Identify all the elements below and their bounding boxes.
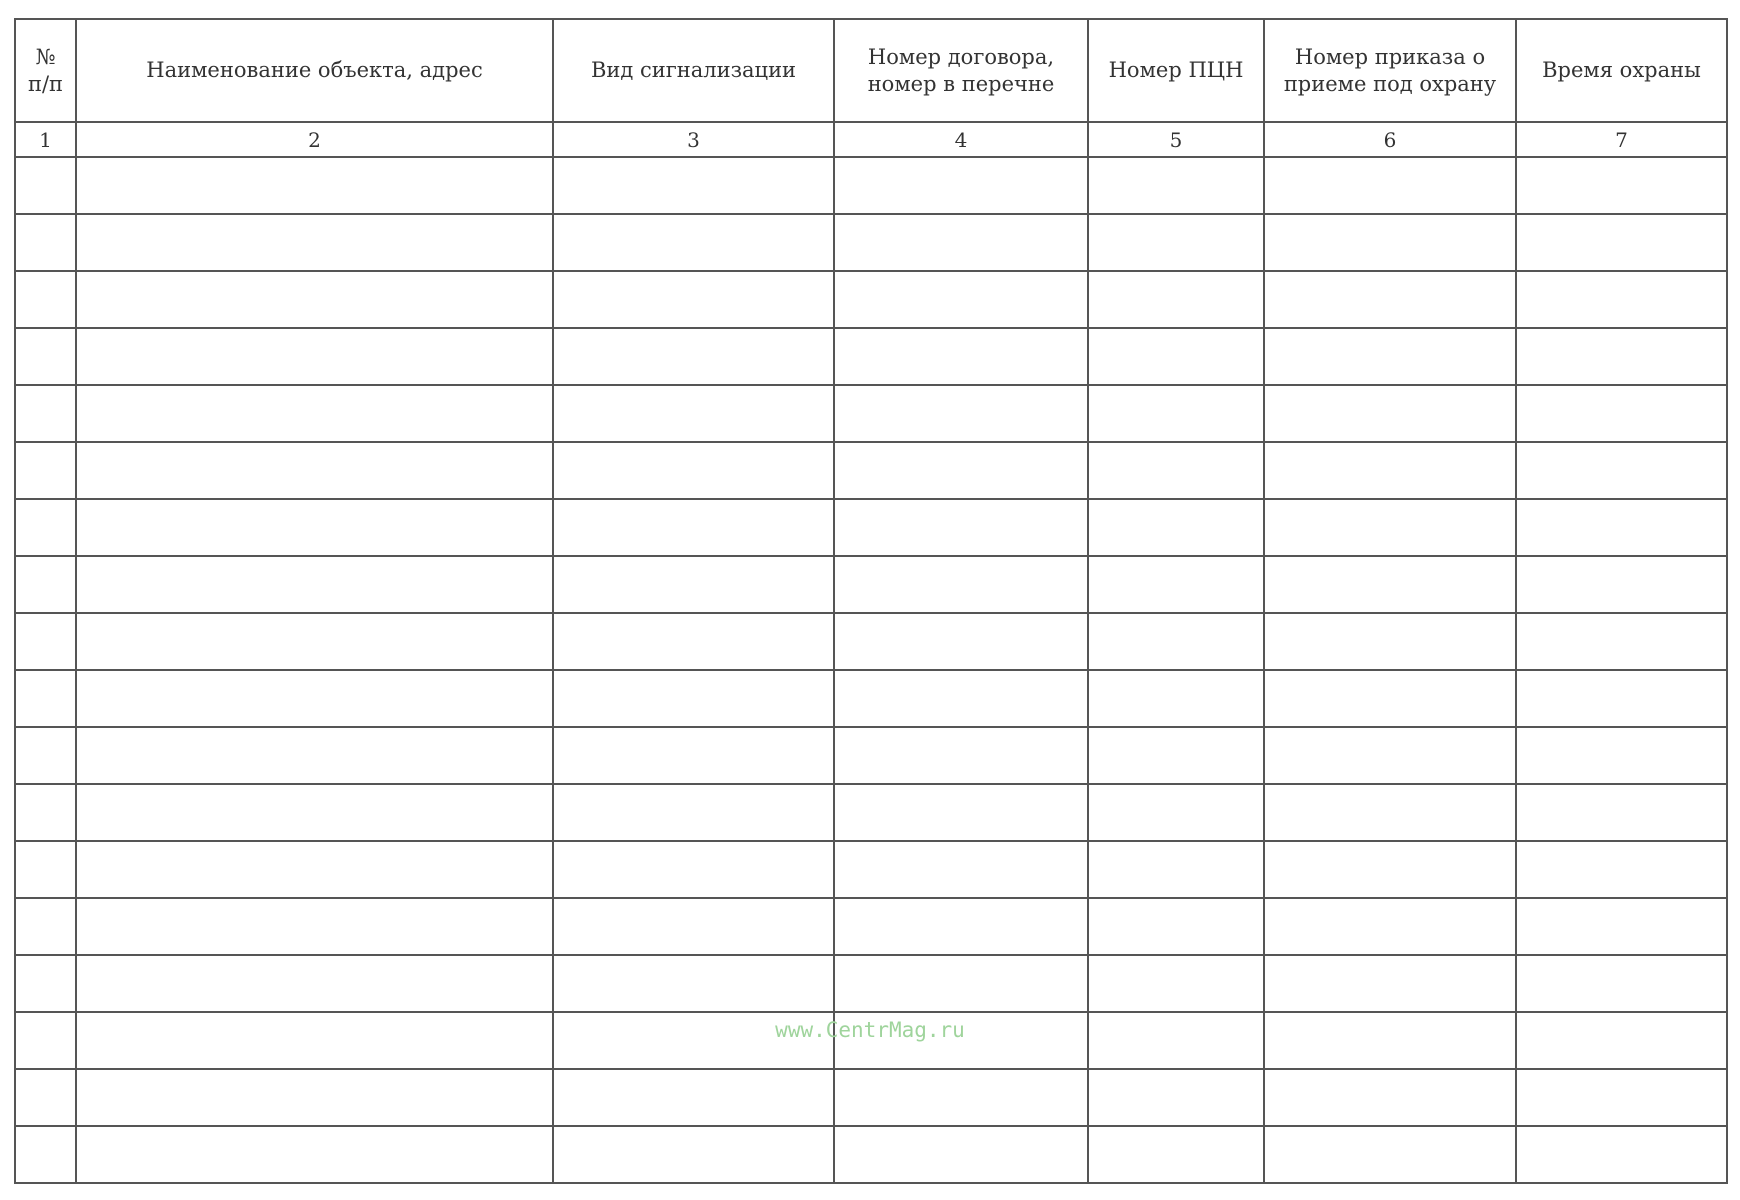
table-cell — [1516, 157, 1727, 214]
table-cell — [1088, 442, 1264, 499]
table-row — [15, 1012, 1727, 1069]
table-cell — [1264, 784, 1516, 841]
table-cell — [834, 1069, 1088, 1126]
table-cell — [834, 955, 1088, 1012]
table-cell — [15, 271, 76, 328]
table-cell — [553, 613, 834, 670]
table-cell — [15, 1126, 76, 1183]
table-cell — [15, 841, 76, 898]
table-cell — [834, 556, 1088, 613]
table-cell — [1264, 271, 1516, 328]
column-number-cell: 1 — [15, 122, 76, 157]
table-cell — [1516, 613, 1727, 670]
table-row — [15, 955, 1727, 1012]
table-cell — [15, 898, 76, 955]
table-cell — [1088, 385, 1264, 442]
table-row — [15, 328, 1727, 385]
table-cell — [15, 1012, 76, 1069]
table-cell — [1516, 1012, 1727, 1069]
table-cell — [1088, 670, 1264, 727]
table-cell — [834, 613, 1088, 670]
table-cell — [1264, 670, 1516, 727]
table-cell — [76, 955, 553, 1012]
table-row — [15, 271, 1727, 328]
table-cell — [1516, 1126, 1727, 1183]
table-cell — [1516, 556, 1727, 613]
table-cell — [834, 328, 1088, 385]
table-cell — [553, 1126, 834, 1183]
table-cell — [15, 727, 76, 784]
table-cell — [1516, 727, 1727, 784]
table-cell — [1264, 1069, 1516, 1126]
header-guard-time: Время охраны — [1516, 19, 1727, 122]
table-row — [15, 613, 1727, 670]
table-cell — [553, 670, 834, 727]
table-cell — [76, 898, 553, 955]
header-number: № п/п — [15, 19, 76, 122]
table-cell — [1088, 841, 1264, 898]
table-cell — [1516, 841, 1727, 898]
table-cell — [834, 499, 1088, 556]
table-cell — [1088, 328, 1264, 385]
table-cell — [553, 385, 834, 442]
table-cell — [1264, 613, 1516, 670]
table-cell — [15, 157, 76, 214]
table-cell — [834, 271, 1088, 328]
table-cell — [76, 385, 553, 442]
table-cell — [15, 670, 76, 727]
header-row — [15, 19, 1727, 122]
table-cell — [1516, 670, 1727, 727]
watermark-text: www.CentrMag.ru — [775, 1018, 965, 1042]
table-cell — [76, 442, 553, 499]
table-cell — [1088, 613, 1264, 670]
table-row — [15, 841, 1727, 898]
table-cell — [76, 727, 553, 784]
table-row — [15, 670, 1727, 727]
table-cell — [553, 955, 834, 1012]
table-cell — [553, 157, 834, 214]
table-cell — [1088, 1126, 1264, 1183]
table-cell — [553, 499, 834, 556]
table-cell — [1264, 385, 1516, 442]
table-cell — [834, 1012, 1088, 1069]
table-row — [15, 784, 1727, 841]
table-cell — [834, 442, 1088, 499]
table-cell — [1516, 898, 1727, 955]
table-cell — [553, 841, 834, 898]
table-row — [15, 1069, 1727, 1126]
table-cell — [1264, 556, 1516, 613]
column-number-cell: 2 — [76, 122, 553, 157]
table-cell — [76, 670, 553, 727]
header-pcn-number: Номер ПЦН — [1088, 19, 1264, 122]
table-cell — [76, 556, 553, 613]
table-cell — [1516, 1069, 1727, 1126]
table-cell — [834, 1126, 1088, 1183]
table-cell — [15, 328, 76, 385]
table-cell — [834, 898, 1088, 955]
table-row — [15, 556, 1727, 613]
table-cell — [76, 328, 553, 385]
table-cell — [1264, 157, 1516, 214]
table-cell — [553, 784, 834, 841]
table-cell — [15, 1069, 76, 1126]
header-contract-number: Номер договора, номер в перечне — [834, 19, 1088, 122]
table-cell — [834, 214, 1088, 271]
table-cell — [76, 1126, 553, 1183]
table-cell — [834, 841, 1088, 898]
table-cell — [15, 613, 76, 670]
table-cell — [1264, 1012, 1516, 1069]
table-cell — [834, 784, 1088, 841]
table-cell — [553, 556, 834, 613]
column-number-cell: 3 — [553, 122, 834, 157]
table-row — [15, 499, 1727, 556]
table-cell — [553, 214, 834, 271]
table-cell — [15, 955, 76, 1012]
table-cell — [1516, 271, 1727, 328]
table-cell — [553, 898, 834, 955]
header-alarm-type: Вид сигнализации — [553, 19, 834, 122]
table-cell — [76, 499, 553, 556]
table-cell — [76, 271, 553, 328]
table-cell — [1516, 328, 1727, 385]
table-row — [15, 157, 1727, 214]
table-cell — [1264, 841, 1516, 898]
table-cell — [76, 784, 553, 841]
column-number-cell: 4 — [834, 122, 1088, 157]
table-cell — [1516, 499, 1727, 556]
table-cell — [15, 214, 76, 271]
table-cell — [1088, 1012, 1264, 1069]
table-cell — [1264, 214, 1516, 271]
table-cell — [15, 442, 76, 499]
table-cell — [1088, 271, 1264, 328]
table-cell — [553, 271, 834, 328]
table-cell — [15, 385, 76, 442]
table-row — [15, 442, 1727, 499]
table-cell — [76, 613, 553, 670]
table-cell — [834, 670, 1088, 727]
table-cell — [553, 1069, 834, 1126]
table-cell — [76, 841, 553, 898]
table-cell — [1088, 499, 1264, 556]
table-cell — [834, 157, 1088, 214]
table-cell — [15, 499, 76, 556]
table-cell — [1088, 955, 1264, 1012]
table-cell — [1088, 1069, 1264, 1126]
table-row — [15, 727, 1727, 784]
table-cell — [1088, 898, 1264, 955]
table-cell — [15, 784, 76, 841]
table-cell — [1264, 442, 1516, 499]
table-row — [15, 385, 1727, 442]
table-cell — [1088, 157, 1264, 214]
table-cell — [834, 385, 1088, 442]
table-cell — [1264, 898, 1516, 955]
table-row — [15, 898, 1727, 955]
table-cell — [15, 556, 76, 613]
column-number-cell: 6 — [1264, 122, 1516, 157]
table-cell — [1264, 328, 1516, 385]
table-cell — [1516, 784, 1727, 841]
header-object-name-address: Наименование объекта, адрес — [76, 19, 553, 122]
column-number-row — [15, 122, 1727, 157]
table-cell — [1516, 385, 1727, 442]
table-cell — [1516, 955, 1727, 1012]
table-cell — [76, 1069, 553, 1126]
table-cell — [553, 1012, 834, 1069]
table-cell — [553, 727, 834, 784]
table-cell — [834, 727, 1088, 784]
column-number-cell: 5 — [1088, 122, 1264, 157]
table-cell — [1264, 499, 1516, 556]
table-cell — [1088, 214, 1264, 271]
header-order-number: Номер приказа о приеме под охрану — [1264, 19, 1516, 122]
table-cell — [1088, 556, 1264, 613]
table-cell — [76, 157, 553, 214]
table-row — [15, 1126, 1727, 1183]
table-cell — [553, 442, 834, 499]
table-cell — [1516, 442, 1727, 499]
guard-register-table — [14, 18, 1728, 1184]
table-cell — [1264, 1126, 1516, 1183]
table-cell — [553, 328, 834, 385]
table-cell — [76, 214, 553, 271]
table-cell — [1088, 784, 1264, 841]
table-cell — [1088, 727, 1264, 784]
column-number-cell: 7 — [1516, 122, 1727, 157]
table-cell — [1264, 955, 1516, 1012]
table-cell — [1516, 214, 1727, 271]
table-cell — [76, 1012, 553, 1069]
table-row — [15, 214, 1727, 271]
table-cell — [1264, 727, 1516, 784]
